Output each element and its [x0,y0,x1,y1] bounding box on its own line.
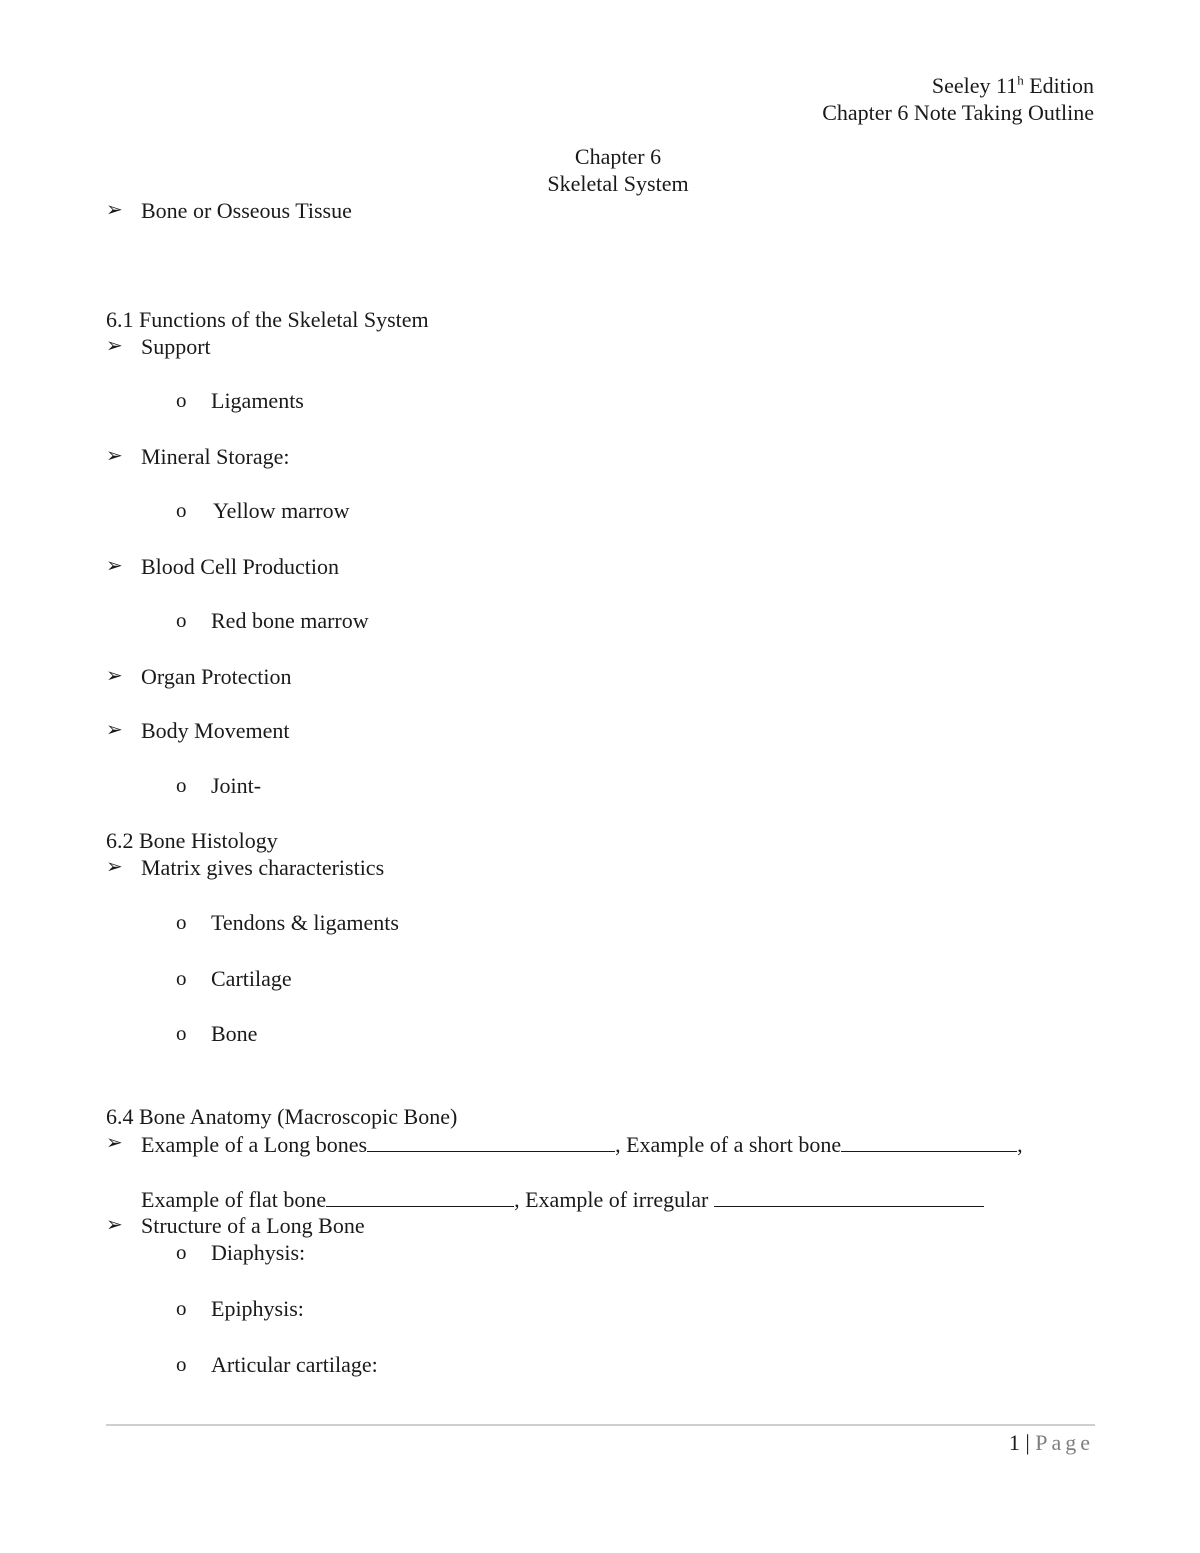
outline-item: Mineral Storage: [141,444,290,469]
outline-subitem: Ligaments [211,388,304,413]
outline-item: Body Movement [141,718,290,743]
section-heading: 6.2 Bone Histology [106,828,278,853]
answer-blank-short-bone[interactable] [841,1131,1017,1152]
page-label: Page [1035,1430,1094,1455]
answer-blank-long-bone[interactable] [367,1131,615,1152]
outline-item: Structure of a Long Bone [141,1213,365,1238]
answer-blank-irregular-bone[interactable] [714,1186,984,1207]
circle-bullet-icon: o [176,1021,187,1045]
fill-in-line-2: Example of flat bone , Example of irregular [141,1186,984,1213]
circle-bullet-icon: o [176,1352,187,1376]
arrow-bullet-icon: ➢ [106,335,123,357]
outline-subitem: Tendons & ligaments [211,910,399,935]
arrow-bullet-icon: ➢ [106,665,123,687]
arrow-bullet-icon: ➢ [106,555,123,577]
fill-in-line-1: Example of a Long bones , Example of a short bone , [141,1132,1023,1157]
outline-item: Blood Cell Production [141,554,339,579]
chapter-title: Chapter 6 [574,144,662,169]
arrow-bullet-icon: ➢ [106,856,123,878]
circle-bullet-icon: o [176,773,187,797]
arrow-bullet-icon: ➢ [106,445,123,467]
header-edition: Seeley 11$^h$ Edition [931,72,1094,98]
outline-subitem: Joint- [211,773,262,798]
section-heading: 6.1 Functions of the Skeletal System [106,307,429,332]
header-outline: Chapter 6 Note Taking Outline [822,100,1094,125]
outline-subitem: Yellow marrow [213,498,350,523]
arrow-bullet-icon: ➢ [106,719,123,741]
section-heading: 6.4 Bone Anatomy (Macroscopic Bone) [106,1104,458,1129]
footer-divider [106,1424,1095,1426]
outline-item: Matrix gives characteristics [141,855,385,880]
page-footer: 1 | Page [1008,1430,1094,1455]
circle-bullet-icon: o [176,608,187,632]
circle-bullet-icon: o [176,1240,187,1264]
outline-subitem: Cartilage [211,966,292,991]
circle-bullet-icon: o [176,1296,187,1320]
outline-subitem: Articular cartilage: [211,1352,378,1377]
outline-subitem: Red bone marrow [211,608,369,633]
outline-item: Organ Protection [141,664,292,689]
outline-subitem: Epiphysis: [211,1296,304,1321]
outline-subitem: Bone [211,1021,258,1046]
circle-bullet-icon: o [176,910,187,934]
outline-subitem: Diaphysis: [211,1240,306,1265]
page-number: 1 [1008,1430,1020,1455]
chapter-subtitle: Skeletal System [547,171,689,196]
answer-blank-flat-bone[interactable] [326,1186,514,1207]
circle-bullet-icon: o [176,498,187,522]
circle-bullet-icon: o [176,966,187,990]
outline-item: Support [141,334,211,359]
arrow-bullet-icon: ➢ [106,1132,123,1154]
circle-bullet-icon: o [176,388,187,412]
arrow-bullet-icon: ➢ [106,1214,123,1236]
arrow-bullet-icon: ➢ [106,199,123,221]
outline-item: Bone or Osseous Tissue [141,198,352,223]
